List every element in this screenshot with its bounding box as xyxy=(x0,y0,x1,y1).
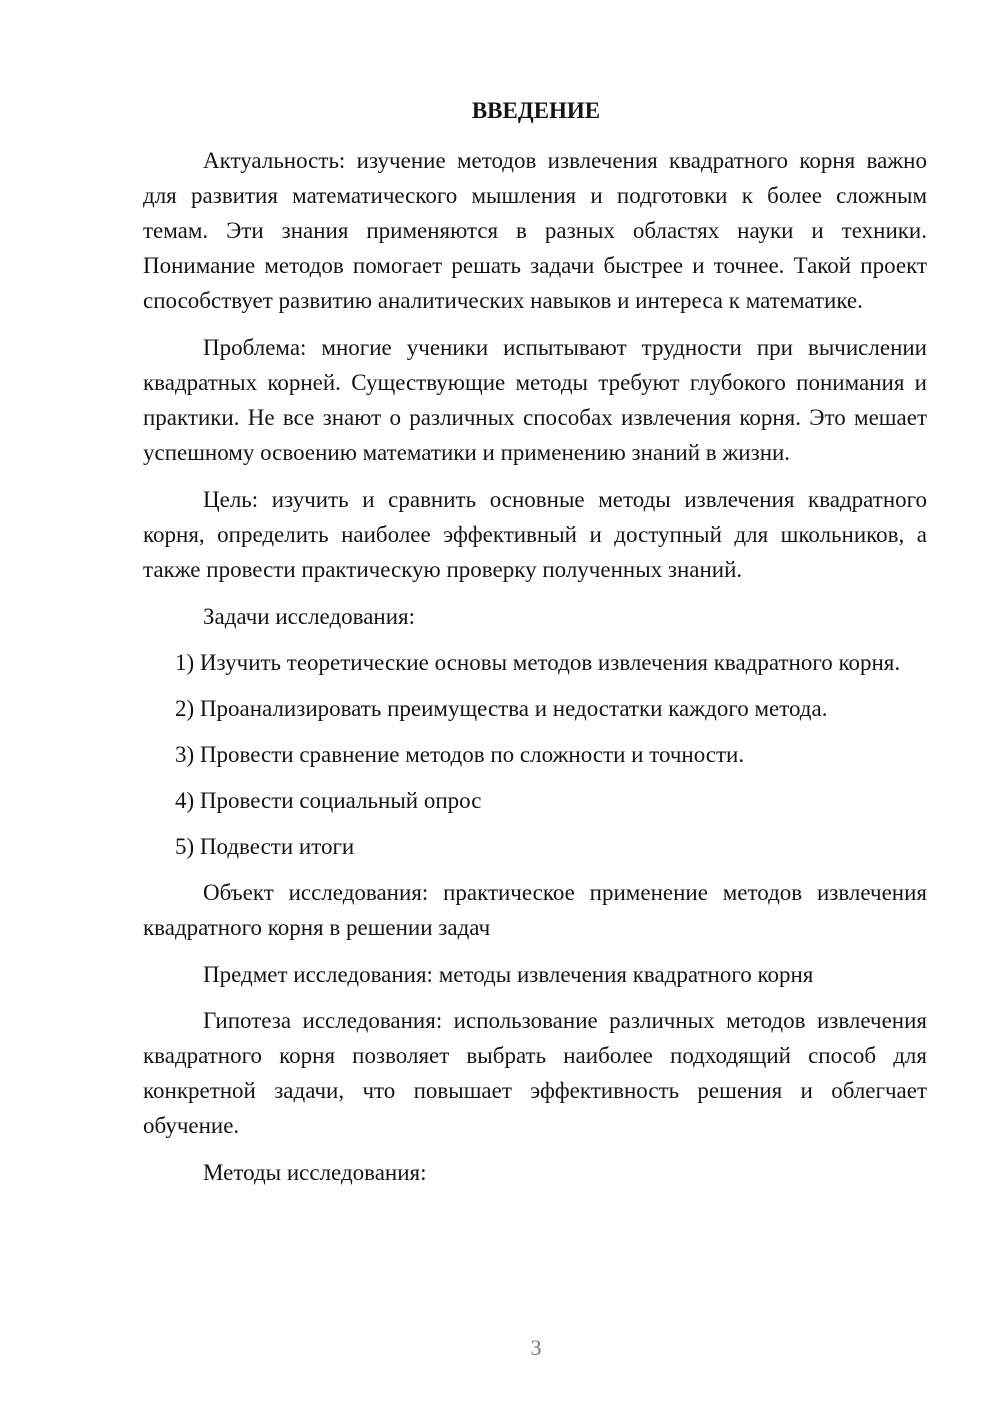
methods-title: Методы исследования: xyxy=(203,1160,427,1185)
task-item: 5) Подвести итоги xyxy=(175,834,355,859)
page-title: ВВЕДЕНИЕ xyxy=(471,98,601,123)
relevance-paragraph: Актуальность: изучение методов извлечения квадратного корня важно для развития математического мышления и подготовки к более сложным темам. Эти знания применяются в разных областях науки и техники. Понимание методов помогает решать задачи быстрее и точнее. Такой проект способствует развитию аналитических навыков и интереса к математике. xyxy=(143,148,927,313)
hypothesis-paragraph: Гипотеза исследования: использование различных методов извлечения квадратного корня позволяет выбрать наиболее подходящий способ для конкретной задачи, что повышает эффективность решения и облегчает обучение. xyxy=(143,1008,927,1138)
goal-paragraph: Цель: изучить и сравнить основные методы извлечения квадратного корня, определить наиболее эффективный и доступный для школьников, а также провести практическую проверку полученных знаний. xyxy=(143,487,927,582)
tasks-list xyxy=(143,645,927,864)
task-item: 2) Проанализировать преимущества и недостатки каждого метода. xyxy=(175,696,828,721)
task-item: 3) Провести сравнение методов по сложности и точности. xyxy=(175,742,745,767)
tasks-title: Задачи исследования: xyxy=(203,604,416,629)
problem-paragraph: Проблема: многие ученики испытывают трудности при вычислении квадратных корней. Существующие методы требуют глубокого понимания и практики. Не все знают о различных способах извлечения корня. Это мешает успешному освоению математики и применению знаний в жизни. xyxy=(143,335,927,465)
object-paragraph: Объект исследования: практическое применение методов извлечения квадратного корня в решении задач xyxy=(143,880,927,940)
subject-paragraph: Предмет исследования: методы извлечения квадратного корня xyxy=(203,962,814,987)
document-body xyxy=(143,143,927,1190)
task-item: 4) Провести социальный опрос xyxy=(175,788,482,813)
page-number: 3 xyxy=(530,1335,542,1360)
task-item: 1) Изучить теоретические основы методов извлечения квадратного корня. xyxy=(175,650,901,675)
